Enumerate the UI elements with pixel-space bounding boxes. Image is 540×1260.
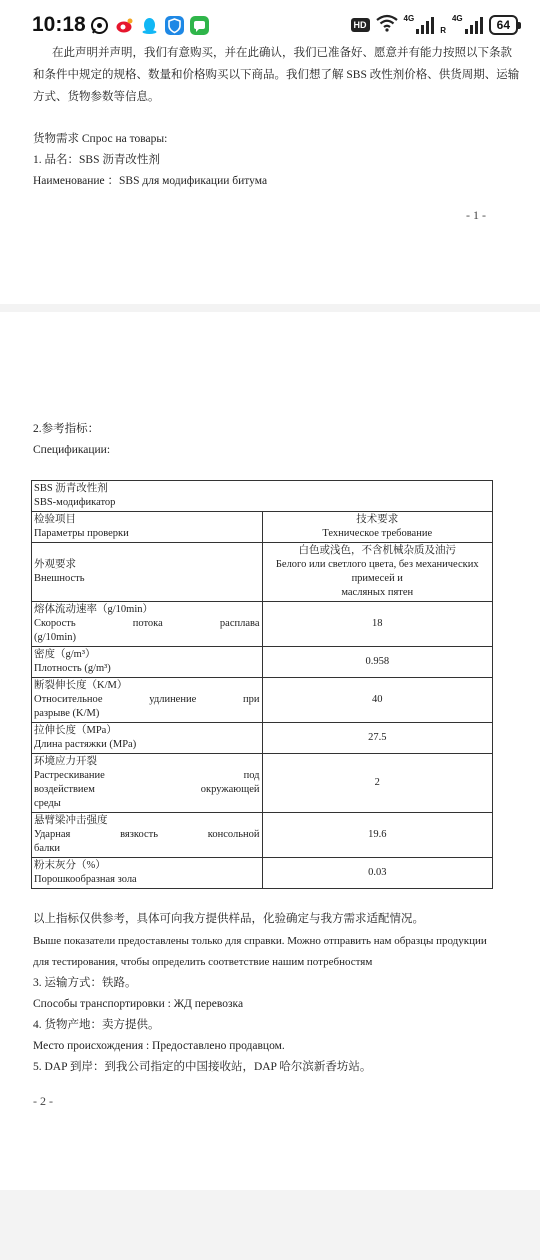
table-title-cn: SBS 沥青改性剂 xyxy=(34,483,108,494)
value-cell: 40 xyxy=(262,678,493,723)
param-cell xyxy=(32,647,263,678)
header-requirement-ru: Техническое требование xyxy=(322,528,433,539)
network-type-2: 4G xyxy=(451,14,463,23)
param-cn: 外观要求 xyxy=(34,559,76,570)
table-row xyxy=(32,813,493,858)
param-cn: 断裂伸长度（K/M） xyxy=(34,680,128,691)
page-number: - 1 - xyxy=(466,208,486,222)
table-row xyxy=(32,602,493,647)
intro-paragraph-line-1: 在此声明并声明，我们有意购买，并在此确认，我们已准备好、愿意并有能力按照以下条款 xyxy=(52,47,512,59)
value-cell xyxy=(262,543,493,602)
value-cell: 18 xyxy=(262,602,493,647)
intro-paragraph-line-2: 和条件中规定的规格、数量和价格购买以下商品。我们想了解 SBS 改性剂价格、供货周期、运输 xyxy=(33,69,520,81)
shield-app-icon xyxy=(165,16,184,35)
header-param-ru: Параметры проверки xyxy=(34,528,129,539)
weibo-icon xyxy=(115,16,134,35)
signal-bars-1-icon xyxy=(416,16,434,34)
battery-indicator: 64 xyxy=(489,15,518,35)
param-ru: Внешность xyxy=(34,573,85,584)
specs-heading-cn: 2.参考指标： xyxy=(33,423,100,435)
param-cell xyxy=(32,813,263,858)
item5-cn: 5. DAP 到岸：到我公司指定的中国接收站，DAP 哈尔滨新香坊站。 xyxy=(33,1061,372,1073)
param-cn: 密度（g/m³） xyxy=(34,649,96,660)
document-page-1 xyxy=(0,47,540,304)
item1-name-ru: Наименование ：SBS для модификации битума xyxy=(33,175,268,187)
hd-voice-badge: HD xyxy=(351,18,370,32)
specs-heading-ru: Спецификации: xyxy=(33,444,111,456)
header-param-cn: 检验项目 xyxy=(34,514,76,525)
table-title-row xyxy=(32,481,493,512)
param-ru: Порошкообразная зола xyxy=(34,874,137,885)
value-cell: 27.5 xyxy=(262,723,493,754)
param-cn: 环境应力开裂 xyxy=(34,756,97,767)
table-row xyxy=(32,543,493,602)
item3-ru: Способы транспортировки : ЖД перевозка xyxy=(33,998,244,1010)
param-ru: Длина растяжки (MPa) xyxy=(34,739,137,750)
value-ru-line-1: Белого или светлого цвета, без механических примесей и xyxy=(275,559,479,584)
value-cell: 0.958 xyxy=(262,647,493,678)
header-param-cell xyxy=(32,512,263,543)
item3-cn: 3. 运输方式：铁路。 xyxy=(33,977,137,989)
param-cn: 粉末灰分（%） xyxy=(34,860,106,871)
table-title-ru: SBS-модификатор xyxy=(34,497,116,508)
param-ru-line-2: балки xyxy=(34,843,61,854)
value-cell: 19.6 xyxy=(262,813,493,858)
item4-ru: Место происхождения : Предоставлено продавцом. xyxy=(33,1040,285,1052)
param-cn: 悬臂梁冲击强度 xyxy=(34,815,108,826)
whatsapp-icon xyxy=(90,16,109,35)
goods-demand-heading: 货物需求 Спрос на товары: xyxy=(33,133,168,145)
roaming-indicator: R xyxy=(440,26,446,35)
qq-icon xyxy=(140,16,159,35)
value-cn: 白色或浅色，不含机械杂质及油污 xyxy=(298,545,456,556)
table-title-cell xyxy=(32,481,493,512)
value-cell: 0.03 xyxy=(262,858,493,889)
note-ru-line-1: Выше показатели предоставлены только для справки. Можно отправить нам образцы продукции xyxy=(33,935,487,947)
table-row xyxy=(32,678,493,723)
specifications-table xyxy=(31,480,493,889)
param-cell xyxy=(32,602,263,647)
message-app-icon xyxy=(190,16,209,35)
param-ru: Плотность (g/m³) xyxy=(34,663,111,674)
note-ru-line-2: для тестирования, чтобы определить соответствие нашим потребностям xyxy=(33,956,373,968)
table-header-row xyxy=(32,512,493,543)
signal-bars-2-icon xyxy=(465,16,483,34)
header-requirement-cn: 技术要求 xyxy=(356,514,399,525)
table-row xyxy=(32,723,493,754)
param-cell xyxy=(32,678,263,723)
notification-icons xyxy=(90,16,209,35)
param-ru-line-1: Ударная вязкость консольной xyxy=(34,829,260,840)
param-cell xyxy=(32,754,263,813)
param-ru-line-3: среды xyxy=(34,798,61,809)
clock: 10:18 xyxy=(32,13,86,36)
value-cell: 2 xyxy=(262,754,493,813)
param-ru-line-1: Скорость потока расплава xyxy=(34,618,260,629)
param-cn: 拉伸长度（MPa） xyxy=(34,725,117,736)
item4-cn: 4. 货物产地：卖方提供。 xyxy=(33,1019,160,1031)
param-cell xyxy=(32,858,263,889)
item1-name-cn: 1. 品名：SBS 沥青改性剂 xyxy=(33,154,160,166)
network-type-1: 4G xyxy=(403,14,415,23)
status-bar xyxy=(0,0,540,52)
param-cn: 熔体流动速率（g/10min） xyxy=(34,604,154,615)
param-ru-line-1: Относительное удлинение при xyxy=(34,694,260,705)
value-ru-line-2: масляных пятен xyxy=(341,587,414,598)
document-page-2 xyxy=(0,312,540,1190)
intro-paragraph-line-3: 方式、货物参数等信息。 xyxy=(33,91,160,103)
param-cell xyxy=(32,543,263,602)
param-ru-line-2: разрыве (K/M) xyxy=(34,708,100,719)
page-number: - 2 - xyxy=(33,1094,53,1108)
wifi-icon xyxy=(376,14,398,35)
table-row xyxy=(32,647,493,678)
param-ru-line-2: (g/10min) xyxy=(34,632,76,643)
param-ru-line-2: воздействием окружающей xyxy=(34,784,260,795)
header-requirement-cell xyxy=(262,512,493,543)
note-cn: 以上指标仅供参考，具体可向我方提供样品，化验确定与我方需求适配情况。 xyxy=(33,913,424,925)
param-ru-line-1: Растрескивание под xyxy=(34,770,260,781)
param-cell xyxy=(32,723,263,754)
system-indicators xyxy=(351,14,518,35)
table-row xyxy=(32,754,493,813)
table-row xyxy=(32,858,493,889)
